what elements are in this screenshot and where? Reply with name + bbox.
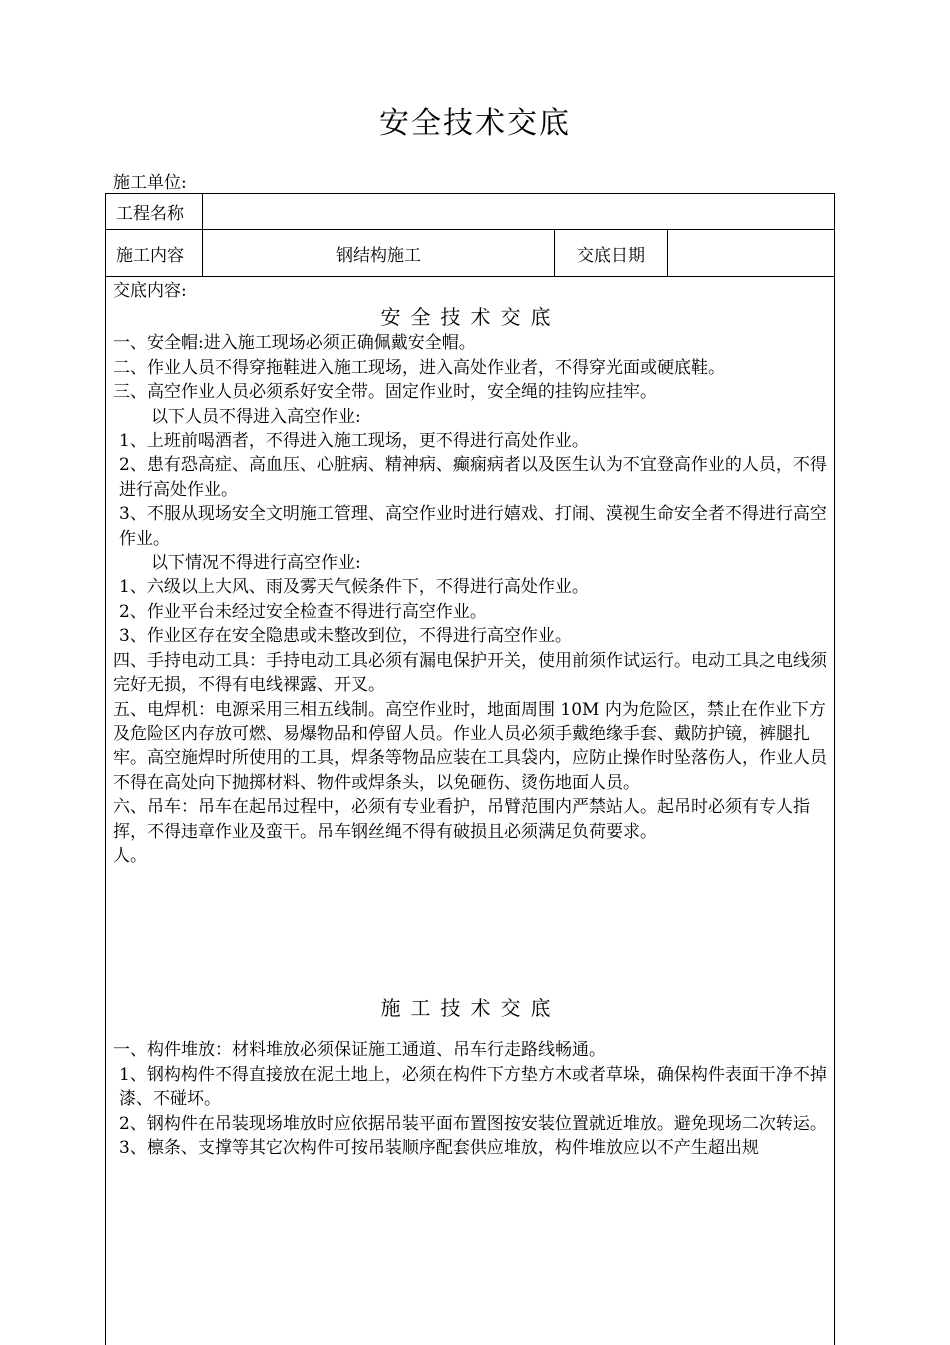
construction-item: 2、钢构件在吊装现场堆放时应依据吊装平面布置图按安装位置就近堆放。避免现场二次转运。 bbox=[119, 1113, 827, 1134]
project-name-value bbox=[203, 194, 834, 229]
handover-date-value bbox=[668, 230, 834, 276]
safety-item: 3、作业区存在安全隐患或未整改到位，不得进行高空作业。 bbox=[119, 626, 572, 647]
safety-section-heading: 安全技术交底 bbox=[380, 305, 561, 330]
construction-unit-label: 施工单位: bbox=[113, 173, 187, 193]
construction-item: 1、钢构构件不得直接放在泥土地上，必须在构件下方垫方木或者草垛，确保构件表面干净不掉漆、不碰坏。 bbox=[119, 1064, 827, 1110]
safety-item: 四、手持电动工具：手持电动工具必须有漏电保护开关，使用前须作试运行。电动工具之电线须完好无损，不得有电线裸露、开叉。 bbox=[113, 650, 827, 696]
safety-item: 2、作业平台未经过安全检查不得进行高空作业。 bbox=[119, 601, 487, 622]
project-name-row bbox=[106, 194, 834, 230]
safety-item: 1、六级以上大风、雨及雾天气候条件下，不得进行高处作业。 bbox=[119, 577, 589, 598]
safety-item: 一、安全帽:进入施工现场必须正确佩戴安全帽。 bbox=[113, 333, 476, 354]
safety-item: 五、电焊机：电源采用三相五线制。高空作业时，地面周围 10M 内为危险区，禁止在作业下方及危险区内存放可燃、易爆物品和停留人员。作业人员必须手戴绝缘手套、戴防护镜，裤腿扎牢。高空施焊时所使用的工具，焊条等物品应装在工具袋内，应防止操作时坠落伤人，作业人员不得在高处向下抛掷材料、物件或焊条头，以免砸伤、烫伤地面人员。 bbox=[113, 699, 827, 793]
construction-item: 一、构件堆放：材料堆放必须保证施工通道、吊车行走路线畅通。 bbox=[113, 1040, 606, 1061]
handover-table bbox=[105, 193, 835, 1345]
safety-item: 2、患有恐高症、高血压、心脏病、精神病、癫痫病者以及医生认为不宜登高作业的人员，不得进行高处作业。 bbox=[119, 455, 827, 500]
safety-subheading: 以下人员不得进入高空作业: bbox=[151, 406, 361, 427]
safety-item: 二、作业人员不得穿拖鞋进入施工现场，进入高处作业者，不得穿光面或硬底鞋。 bbox=[113, 357, 725, 378]
work-content-label: 施工内容 bbox=[106, 230, 203, 276]
safety-subheading: 以下情况不得进行高空作业: bbox=[151, 553, 361, 574]
construction-section-heading: 施工技术交底 bbox=[380, 996, 561, 1021]
handover-date-label: 交底日期 bbox=[555, 230, 668, 276]
handover-content-cell bbox=[106, 277, 834, 1345]
project-name-label: 工程名称 bbox=[106, 194, 203, 229]
document-title: 安全技术交底 bbox=[379, 106, 571, 141]
safety-item: 人。 bbox=[113, 845, 147, 866]
work-content-value: 钢结构施工 bbox=[203, 230, 555, 276]
handover-content-label: 交底内容: bbox=[113, 281, 187, 301]
safety-item: 六、吊车：吊车在起吊过程中，必须有专业看护，吊臂范围内严禁站人。起吊时必须有专人指挥，不得违章作业及蛮干。吊车钢丝绳不得有破损且必须满足负荷要求。 bbox=[113, 797, 810, 842]
safety-item: 1、上班前喝酒者，不得进入施工现场，更不得进行高处作业。 bbox=[119, 431, 589, 452]
safety-item: 3、不服从现场安全文明施工管理、高空作业时进行嬉戏、打闹、漠视生命安全者不得进行高空作业。 bbox=[119, 504, 827, 549]
construction-item: 3、檩条、支撑等其它次构件可按吊装顺序配套供应堆放，构件堆放应以不产生超出规 bbox=[119, 1137, 759, 1158]
safety-item: 三、高空作业人员必须系好安全带。固定作业时，安全绳的挂钩应挂牢。 bbox=[113, 382, 657, 403]
work-content-row bbox=[106, 230, 834, 277]
